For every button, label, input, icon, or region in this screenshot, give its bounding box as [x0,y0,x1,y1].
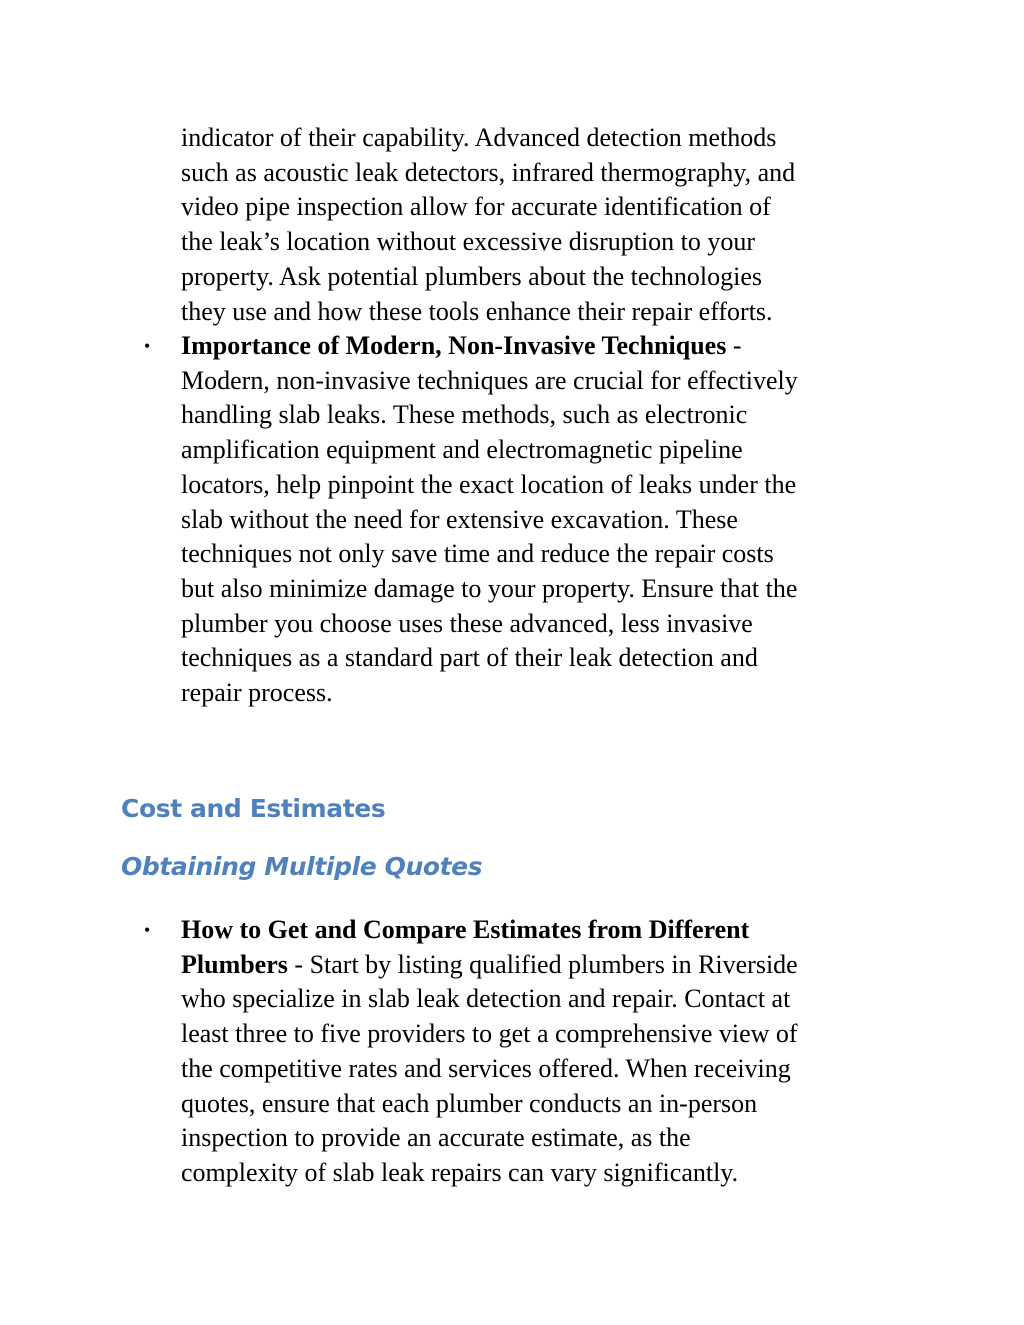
text-line: the competitive rates and services offered. When receiving [181,1053,791,1083]
text-line: property. Ask potential plumbers about the technologies [181,261,763,291]
text-line: who specialize in slab leak detection and repair. Contact at [181,984,791,1014]
text-line: locators, help pinpoint the exact location of leaks under the [181,469,797,499]
list-item-lead: Plumbers [181,949,288,979]
bullet-icon: • [144,336,151,356]
bullet-icon: • [144,920,151,940]
text-line: video pipe inspection allow for accurate identification of [181,192,771,222]
text-line [181,948,911,983]
list-item-compare-estimates [144,913,911,1191]
list-item-lead-line [181,913,911,948]
list-item-lead: Importance of Modern, Non-Invasive Techniques [181,331,727,360]
text-line: the leak’s location without excessive disruption to your [181,227,756,257]
text-segment: Start by listing qualified plumbers in Riverside [309,949,798,979]
text-line: least three to five providers to get a comprehensive view of [181,1019,798,1049]
list-item-lead: How to Get and Compare Estimates from Different [181,915,750,944]
text-line: techniques not only save time and reduce the repair costs [181,539,774,569]
separator: - [726,331,748,360]
text-line: repair process. [181,678,333,708]
separator: - [287,949,310,979]
text-line: but also minimize damage to your property. Ensure that the [181,573,798,603]
list-item-modern-techniques [144,329,911,711]
text-line: such as acoustic leak detectors, infrared thermography, and [181,157,796,187]
intro-paragraph [181,121,911,329]
list-item-lead-line [181,329,911,364]
text-line: they use and how these tools enhance their repair efforts. [181,296,773,326]
text-line: inspection to provide an accurate estimate, as the [181,1123,691,1153]
text-line: indicator of their capability. Advanced detection methods [181,123,777,152]
text-line: amplification equipment and electromagnetic pipeline [181,435,743,465]
subsection-heading: Obtaining Multiple Quotes [121,852,483,881]
section-heading: Cost and Estimates [121,794,386,823]
text-line: handling slab leaks. These methods, such as electronic [181,400,748,430]
text-line: complexity of slab leak repairs can vary significantly. [181,1157,739,1187]
text-line: Modern, non-invasive techniques are crucial for effectively [181,365,798,395]
text-line: plumber you choose uses these advanced, less invasive [181,608,753,638]
text-line: slab without the need for extensive excavation. These [181,504,738,534]
text-line: quotes, ensure that each plumber conducts an in-person [181,1088,758,1118]
text-line: techniques as a standard part of their leak detection and [181,643,758,673]
